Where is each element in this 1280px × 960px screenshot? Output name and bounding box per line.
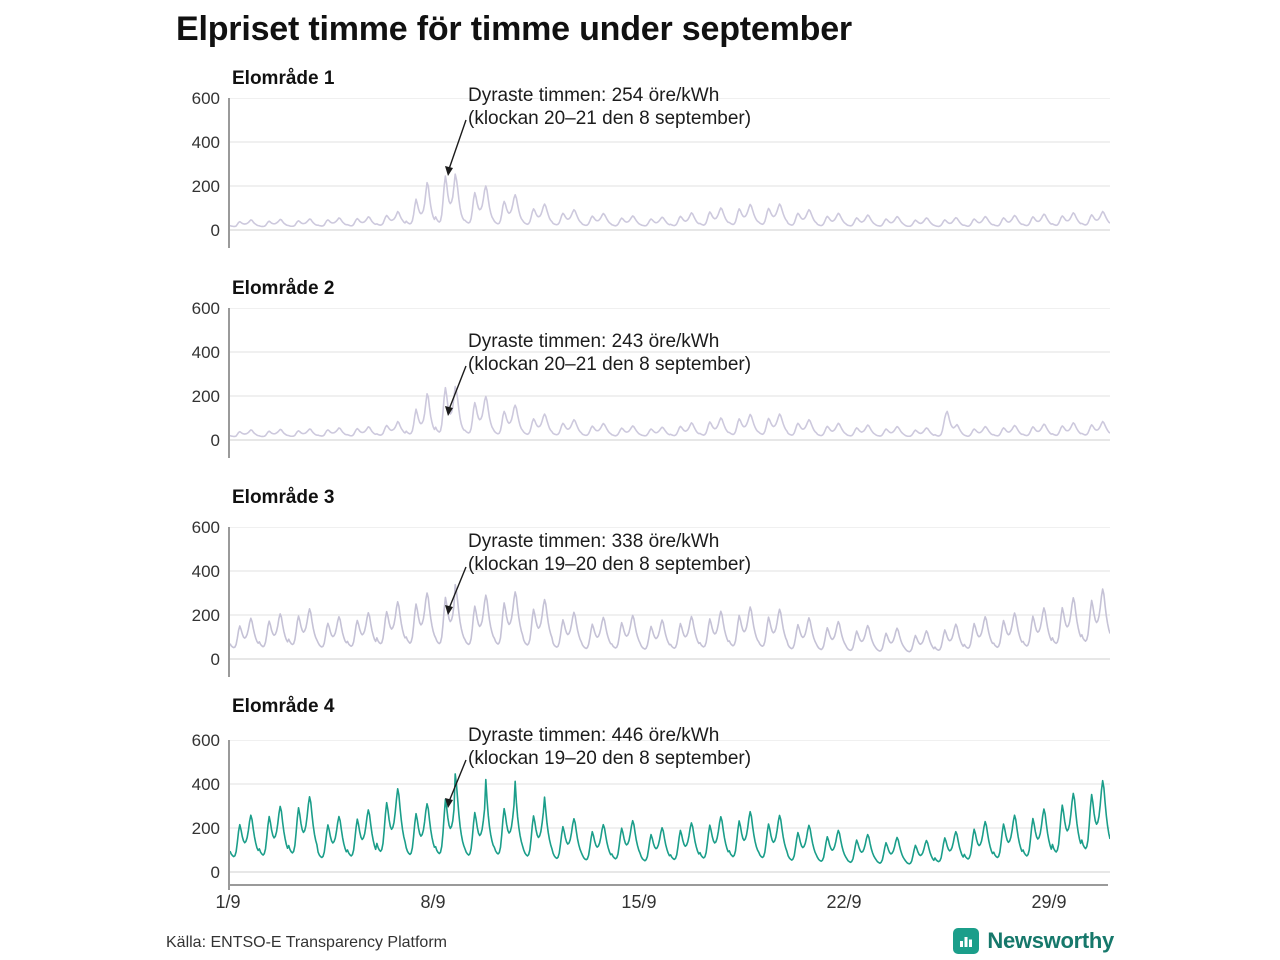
source-note: Källa: ENTSO-E Transparency Platform [166, 934, 447, 951]
panel-elomrade-1 [0, 68, 1280, 264]
annotation-4-line1: Dyraste timmen: 446 öre/kWh [468, 725, 720, 746]
y-tick-400: 400 [191, 133, 220, 152]
y-tick-600: 600 [191, 89, 220, 108]
y-axis-labels-4 [160, 731, 220, 886]
y-tick-400: 400 [191, 343, 220, 362]
y-axis-labels-3 [160, 518, 220, 673]
annotation-4-line2: (klockan 19–20 den 8 september) [468, 748, 752, 770]
panel-elomrade-4 [0, 696, 1280, 896]
series-path-1 [230, 174, 1110, 226]
annotation-1-line2: (klockan 20–21 den 8 september) [468, 108, 752, 130]
annotation-3 [468, 530, 751, 576]
y-tick-0: 0 [210, 431, 220, 450]
panel-title-2: Elområde 2 [232, 278, 335, 299]
annotation-3-line2: (klockan 19–20 den 8 september) [468, 554, 752, 576]
y-tick-200: 200 [191, 819, 220, 838]
y-axis-labels-2 [160, 299, 220, 456]
y-tick-0: 0 [210, 863, 220, 882]
y-tick-200: 200 [191, 606, 220, 625]
x-tick-29-9: 29/9 [1031, 892, 1067, 912]
brand-name: Newsworthy [987, 928, 1114, 953]
y-tick-600: 600 [191, 731, 220, 750]
series-path-3 [230, 585, 1110, 652]
bar-chart-icon [953, 928, 979, 954]
x-tick-15-9: 15/9 [621, 892, 657, 912]
annotation-leader-4 [440, 756, 480, 818]
x-axis-labels [215, 886, 1108, 916]
x-tick-22-9: 22/9 [826, 892, 862, 912]
annotation-4 [468, 724, 751, 770]
y-tick-200: 200 [191, 177, 220, 196]
annotation-2-line1: Dyraste timmen: 243 öre/kWh [468, 331, 720, 352]
y-tick-400: 400 [191, 562, 220, 581]
x-tick-8-9: 8/9 [420, 892, 446, 912]
annotation-1 [468, 84, 751, 130]
annotation-leader-3 [440, 563, 480, 625]
panel-title-4: Elområde 4 [232, 696, 335, 717]
annotation-1-line1: Dyraste timmen: 254 öre/kWh [468, 85, 720, 106]
brand-logo [953, 928, 1114, 954]
y-tick-400: 400 [191, 775, 220, 794]
y-tick-200: 200 [191, 387, 220, 406]
annotation-leader-1 [440, 116, 480, 186]
annotation-2-line2: (klockan 20–21 den 8 september) [468, 354, 752, 376]
panel-elomrade-2 [0, 278, 1280, 474]
panel-elomrade-3 [0, 487, 1280, 687]
annotation-2 [468, 330, 751, 376]
y-tick-0: 0 [210, 221, 220, 240]
y-tick-600: 600 [191, 299, 220, 318]
annotation-leader-2 [440, 362, 480, 426]
annotation-3-line1: Dyraste timmen: 338 öre/kWh [468, 531, 720, 552]
x-tick-1-9: 1/9 [215, 892, 241, 912]
panel-title-1: Elområde 1 [232, 68, 335, 89]
page-title: Elpriset timme för timme under september [176, 10, 852, 48]
y-axis-labels-1 [160, 89, 220, 246]
y-tick-0: 0 [210, 650, 220, 669]
series-path-4 [230, 774, 1110, 864]
panel-title-3: Elområde 3 [232, 487, 335, 508]
series-path-2 [230, 387, 1110, 437]
y-tick-600: 600 [191, 518, 220, 537]
